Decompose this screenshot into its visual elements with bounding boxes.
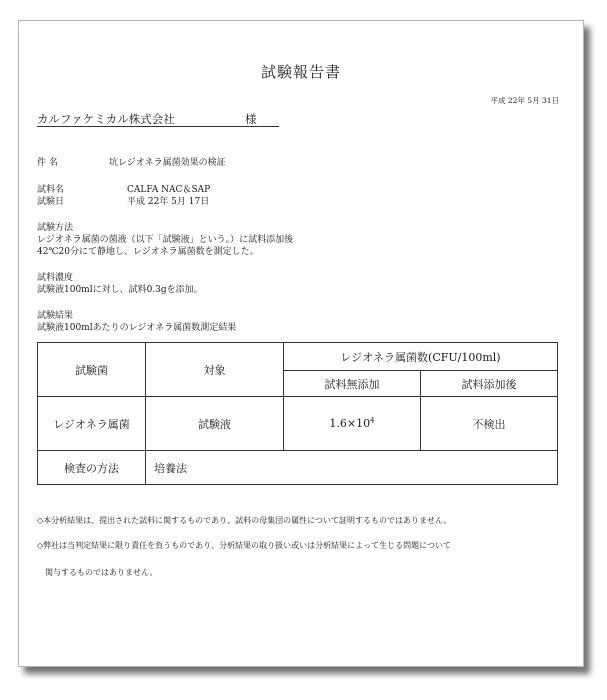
concentration-value: 試験液100mlに対し、試料0.3gを添加。 (37, 285, 203, 295)
sample-label: 試料名 (37, 185, 65, 195)
note-1: ◇本分析結果は、提出された試料に関するものであり、試料の母集団の属性について証明するものではありません。 (37, 516, 452, 525)
results-table (37, 342, 558, 485)
note-2: ◇弊社は当判定結果に限り責任を負うものであり、分析結果の取り扱い或いは分析結果によって生じる問題について (37, 541, 451, 550)
cell-target: 試験液 (146, 397, 284, 451)
cell-no-additive (284, 397, 421, 451)
recipient-name: カルファケミカル株式会社 (37, 112, 175, 126)
note-2-continued: 関与するものではありません。 (45, 568, 158, 577)
test-date-value: 平成 22年 5月 17日 (127, 197, 210, 207)
concentration-label: 試料濃度 (37, 273, 74, 283)
report-sheet (18, 20, 584, 667)
cell-method-value: 培養法 (146, 451, 558, 485)
sample-value: CALFA NAC＆SAP (127, 185, 211, 195)
cell-method-label: 検査の方法 (38, 451, 146, 485)
method-line-2: 42℃20分にて静地し、レジオネラ属菌数を測定した。 (37, 247, 259, 257)
report-date: 平成 22年 5月 31日 (490, 96, 559, 105)
test-date-label: 試験日 (37, 197, 65, 207)
method-label: 試験方法 (37, 223, 74, 233)
subject-value: 坑レジオネラ属菌効果の検証 (109, 158, 226, 168)
header-bacteria: 試験菌 (38, 343, 146, 397)
header-with-additive: 試料添加後 (421, 371, 558, 397)
count-mantissa: 1.6×10 (329, 417, 371, 430)
recipient-honorific: 様 (245, 112, 257, 126)
result-value: 試験液100mlあたりのレジオネラ属菌数測定結果 (37, 323, 237, 333)
result-label: 試験結果 (37, 311, 74, 321)
method-line-1: レジオネラ属菌の菌液（以下「試験液」という。）に試料添加後 (37, 235, 294, 245)
cell-bacteria: レジオネラ属菌 (38, 397, 146, 451)
header-no-additive: 試料無添加 (284, 371, 421, 397)
recipient-underline (37, 126, 279, 127)
header-count: レジオネラ属菌数(CFU/100ml) (284, 343, 558, 371)
count-exponent: 4 (370, 416, 375, 425)
subject-label: 件 名 (37, 158, 58, 168)
report-title: 試験報告書 (260, 63, 341, 81)
header-target: 対象 (146, 343, 284, 397)
cell-with-additive: 不検出 (421, 397, 558, 451)
